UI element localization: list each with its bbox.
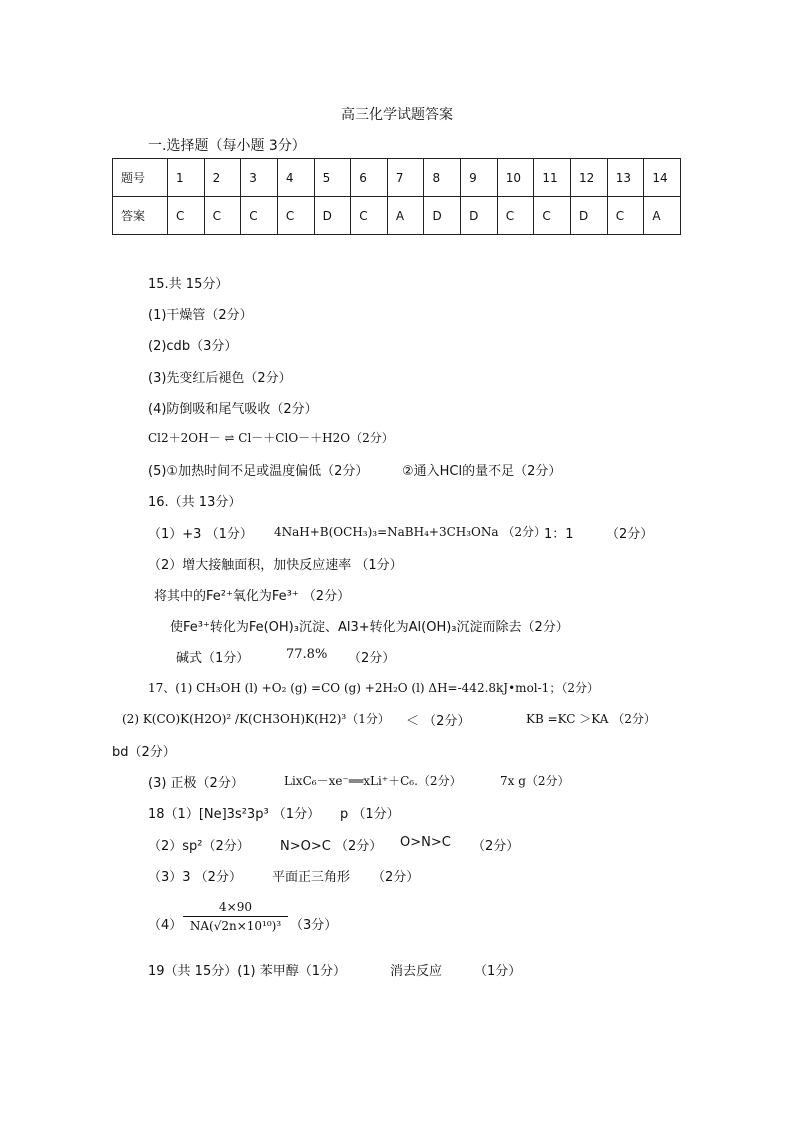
q18-answer-2d: （2分） bbox=[472, 839, 520, 854]
q16-ratio-score: （2分） bbox=[606, 527, 654, 542]
table-cell: D bbox=[314, 197, 351, 235]
q17-answer-1: 17、(1) CH₃OH (l) +O₂ (g) =CO (g) +2H₂O (l) ΔH=-442.8kJ•mol-1；（2分） bbox=[148, 681, 599, 695]
table-cell: 3 bbox=[241, 159, 278, 197]
q18-answer-2b: N>O>C （2分） bbox=[280, 839, 383, 854]
density-fraction bbox=[183, 900, 288, 933]
q18-answer-3b: 平面正三角形 bbox=[272, 870, 351, 885]
table-cell: 10 bbox=[497, 159, 534, 197]
q15-answer-4: (4)防倒吸和尾气吸收（2分） bbox=[148, 402, 318, 417]
q19-answer-1c: （1分） bbox=[474, 964, 522, 979]
table-cell: D bbox=[424, 197, 461, 235]
table-cell: C bbox=[277, 197, 314, 235]
table-cell: A bbox=[644, 197, 681, 235]
q15-answer-1: (1)干燥管（2分） bbox=[148, 308, 253, 323]
table-cell: C bbox=[607, 197, 644, 235]
table-cell: C bbox=[204, 197, 241, 235]
q18-answer-3c: （2分） bbox=[372, 870, 420, 885]
q15-answer-3: (3)先变红后褪色（2分） bbox=[148, 371, 292, 386]
row-label: 答案 bbox=[113, 197, 168, 235]
q19-answer-1a: 19（共 15分）(1) 苯甲醇（1分） bbox=[148, 964, 347, 979]
table-cell: 7 bbox=[387, 159, 424, 197]
q16-heading: 16.（共 13分） bbox=[148, 495, 242, 510]
q16-percent: 77.8% bbox=[286, 647, 328, 662]
q17-answer-2c: KB =KC ＞KA （2分） bbox=[526, 712, 656, 726]
table-cell: D bbox=[461, 197, 498, 235]
q15-answer-5a: (5)①加热时间不足或温度偏低（2分） bbox=[148, 464, 369, 479]
table-cell: C bbox=[497, 197, 534, 235]
answer-table bbox=[112, 158, 681, 235]
q16-answer-2: （2）增大接触面积，加快反应速率 （1分） bbox=[148, 558, 403, 573]
row-label: 题号 bbox=[113, 159, 168, 197]
q15-answer-5b: ②通入HCl的量不足（2分） bbox=[402, 464, 562, 479]
page-title: 高三化学试题答案 bbox=[341, 107, 453, 123]
table-cell: 1 bbox=[168, 159, 205, 197]
table-cell: 4 bbox=[277, 159, 314, 197]
table-cell: C bbox=[241, 197, 278, 235]
table-cell: 2 bbox=[204, 159, 241, 197]
table-cell: C bbox=[534, 197, 571, 235]
q16-equation: 4NaH+B(OCH₃)₃=NaBH₄+3CH₃ONa （2分） bbox=[274, 525, 546, 539]
table-cell: 6 bbox=[351, 159, 388, 197]
q18-answer-4-score: （3分） bbox=[290, 918, 338, 933]
table-row-numbers bbox=[113, 159, 681, 197]
table-cell: D bbox=[571, 197, 608, 235]
q18-answer-4-label: （4） bbox=[148, 918, 183, 933]
table-cell: C bbox=[351, 197, 388, 235]
table-cell: 14 bbox=[644, 159, 681, 197]
fraction-numerator: 4×90 bbox=[183, 900, 288, 917]
q17-answer-2d: bd（2分） bbox=[112, 745, 176, 760]
q16-answer-2c: 使Fe³⁺转化为Fe(OH)₃沉淀、Al3+转化为Al(OH)₃沉淀而除去（2分） bbox=[170, 620, 569, 635]
table-row-answers bbox=[113, 197, 681, 235]
q16-percent-score: （2分） bbox=[348, 651, 396, 666]
fraction-denominator: NA(√2n×10¹⁰)³ bbox=[189, 919, 282, 933]
q16-answer-2b: 将其中的Fe²⁺氧化为Fe³⁺ （2分） bbox=[154, 589, 351, 604]
q17-answer-2b: ＜ （2分） bbox=[406, 714, 471, 729]
q16-ratio: 1：1 bbox=[544, 527, 574, 542]
q17-answer-2a: (2) K(CO)K(H2O)² /K(CH3OH)K(H2)³（1分） bbox=[122, 712, 390, 726]
table-cell: 8 bbox=[424, 159, 461, 197]
q18-answer-2c: O>N>C bbox=[400, 835, 451, 850]
table-cell: A bbox=[387, 197, 424, 235]
q18-answer-1a: 18（1）[Ne]3s²3p³ （1分） bbox=[148, 807, 321, 822]
table-cell: 12 bbox=[571, 159, 608, 197]
q17-answer-3a: (3) 正极（2分） bbox=[148, 776, 244, 791]
q18-answer-1b: p （1分） bbox=[340, 807, 400, 822]
table-cell: 9 bbox=[461, 159, 498, 197]
q18-answer-3a: （3）3 （2分） bbox=[148, 870, 242, 885]
q15-heading: 15.共 15分） bbox=[148, 277, 229, 292]
q16-answer-1a: （1）+3 （1分） bbox=[148, 527, 253, 542]
section-heading: 一.选择题（每小题 3分） bbox=[148, 138, 306, 154]
q18-answer-2a: （2）sp²（2分） bbox=[148, 839, 250, 854]
table-cell: 11 bbox=[534, 159, 571, 197]
q17-answer-3b: LixC₆－xe⁻══xLi⁺＋C₆.（2分） bbox=[284, 774, 462, 788]
q15-answer-2: (2)cdb（3分） bbox=[148, 339, 238, 354]
table-cell: 13 bbox=[607, 159, 644, 197]
q17-answer-3c: 7x g（2分） bbox=[500, 774, 570, 788]
q15-equation: Cl2＋2OH－ ⇌ Cl－＋ClO－＋H2O（2分） bbox=[148, 431, 394, 445]
q16-answer-2d: 碱式（1分） bbox=[176, 651, 250, 666]
table-cell: 5 bbox=[314, 159, 351, 197]
q19-answer-1b: 消去反应 bbox=[390, 964, 443, 979]
table-cell: C bbox=[168, 197, 205, 235]
